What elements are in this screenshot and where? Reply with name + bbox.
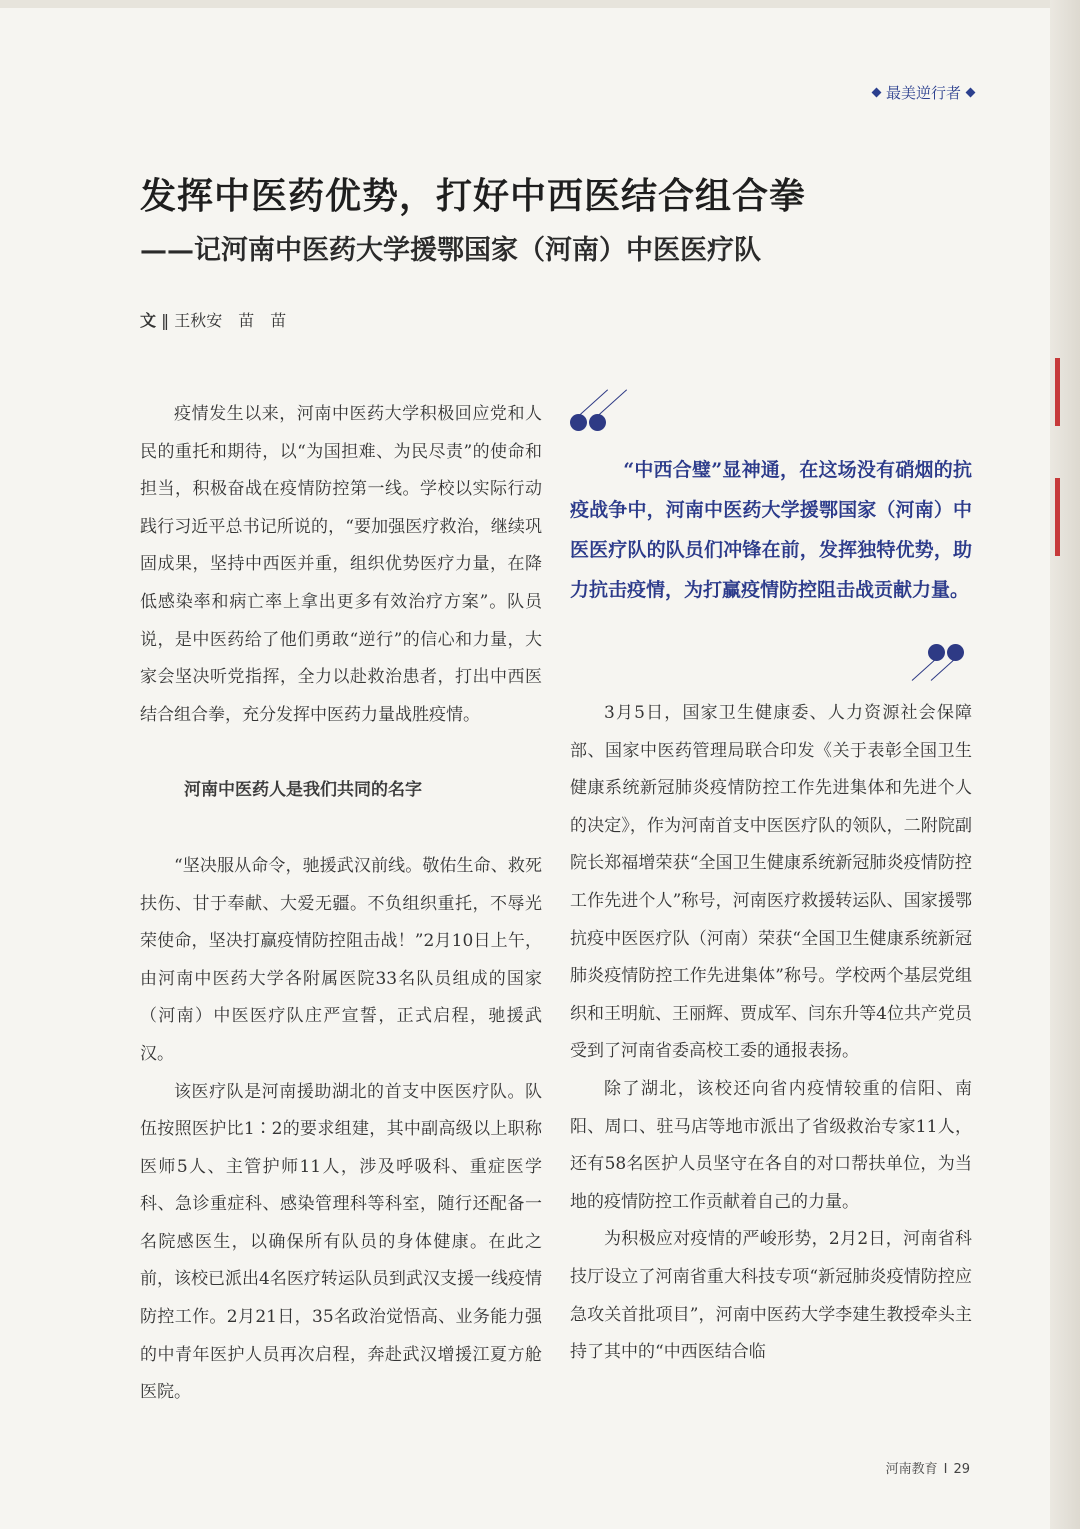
page-footer	[886, 1458, 970, 1477]
edge-color-tab	[1055, 478, 1060, 556]
section-tag	[873, 82, 974, 103]
body-paragraph: 该医疗队是河南援助湖北的首支中医医疗队。队伍按照医护比1∶2的要求组建，其中副高级以上职称医师5人、主管护师11人，涉及呼吸科、重症医学科、急诊重症科、感染管理科等科室，随行还配备一名院感医生，以确保所有队员的身体健康。在此之前，该校已派出4名医疗转运队员到武汉支援一线疫情防控工作。2月21日，35名政治觉悟高、业务能力强的中青年医护人员再次启程，奔赴武汉增援江夏方舱医院。	[140, 1081, 542, 1403]
diamond-icon	[872, 88, 882, 98]
body-paragraph: 除了湖北，该校还向省内疫情较重的信阳、南阳、周口、驻马店等地市派出了省级救治专家11人，还有58名医护人员坚守在各自的对口帮扶单位，为当地的疫情防控工作贡献着自己的力量。	[570, 1078, 972, 1212]
article-title: 发挥中医药优势，打好中西医结合组合拳	[140, 175, 807, 217]
intro-paragraph: 疫情发生以来，河南中医药大学积极回应党和人民的重托和期待，以“为国担难、为民尽责”的使命和担当，积极奋战在疫情防控第一线。学校以实际行动践行习近平总书记所说的，“要加强医疗救治，继续巩固成果，坚持中西医并重，组织优势医疗力量，在降低感染率和病亡率上拿出更多有效治疗方案”。队员说，是中医药给了他们勇敢“逆行”的信心和力量，大家会坚决听党指挥，全力以赴救治患者，打出中西医结合组合拳，充分发挥中医药力量战胜疫情。	[140, 404, 542, 725]
footer-separator: I	[943, 1462, 948, 1477]
page-number: 29	[953, 1462, 970, 1477]
pull-quote-text: “中西合璧”显神通，在这场没有硝烟的抗疫战争中，河南中医药大学援鄂国家（河南）中医医疗队的队员们冲锋在前，发挥独特优势，助力抗击疫情，为打赢疫情防控阻击战贡献力量。	[570, 459, 972, 601]
section-tag-label: 最美逆行者	[885, 84, 961, 102]
edge-color-tab	[1055, 358, 1060, 426]
page-right-edge	[1050, 0, 1080, 1529]
byline	[140, 308, 286, 331]
section-heading: 河南中医药人是我们共同的名字	[184, 780, 422, 801]
body-paragraph: “坚决服从命令，驰援武汉前线。敬佑生命、救死扶伤、甘于奉献、大爱无疆。不负组织重托，不辱光荣使命，坚决打赢疫情防控阻击战！”2月10日上午，由河南中医药大学各附属医院33名队员组成的国家（河南）中医医疗队庄严宣誓，正式启程，驰援武汉。	[140, 855, 542, 1064]
close-quote-icon	[910, 640, 970, 688]
article-subtitle: ——记河南中医药大学援鄂国家（河南）中医医疗队	[140, 235, 761, 266]
byline-authors: 王秋安 苗 苗	[174, 311, 287, 330]
pull-quote	[570, 392, 972, 610]
diamond-icon	[966, 88, 976, 98]
body-paragraph: 3月5日，国家卫生健康委、人力资源社会保障部、国家中医药管理局联合印发《关于表彰全国卫生健康系统新冠肺炎疫情防控工作先进集体和先进个人的决定》，作为河南首支中医医疗队的领队，二附院副院长郑福增荣获“全国卫生健康系统新冠肺炎疫情防控工作先进个人”称号，河南医疗救援转运队、国家援鄂抗疫中医医疗队（河南）荣获“全国卫生健康系统新冠肺炎疫情防控工作先进集体”称号。学校两个基层党组织和王明航、王丽辉、贾成军、闫东升等4位共产党员受到了河南省委高校工委的通报表扬。	[570, 703, 972, 1062]
journal-name: 河南教育	[885, 1462, 938, 1477]
left-column	[140, 396, 542, 1412]
open-quote-icon	[570, 392, 630, 440]
page-top-edge	[0, 0, 1080, 8]
right-column	[570, 695, 972, 1372]
byline-separator: ‖	[161, 311, 170, 330]
body-paragraph: 为积极应对疫情的严峻形势，2月2日，河南省科技厅设立了河南省重大科技专项“新冠肺炎疫情防控应急攻关首批项目”，河南中医药大学李建生教授牵头主持了其中的“中西医结合临	[570, 1229, 972, 1363]
byline-prefix: 文	[140, 311, 157, 330]
